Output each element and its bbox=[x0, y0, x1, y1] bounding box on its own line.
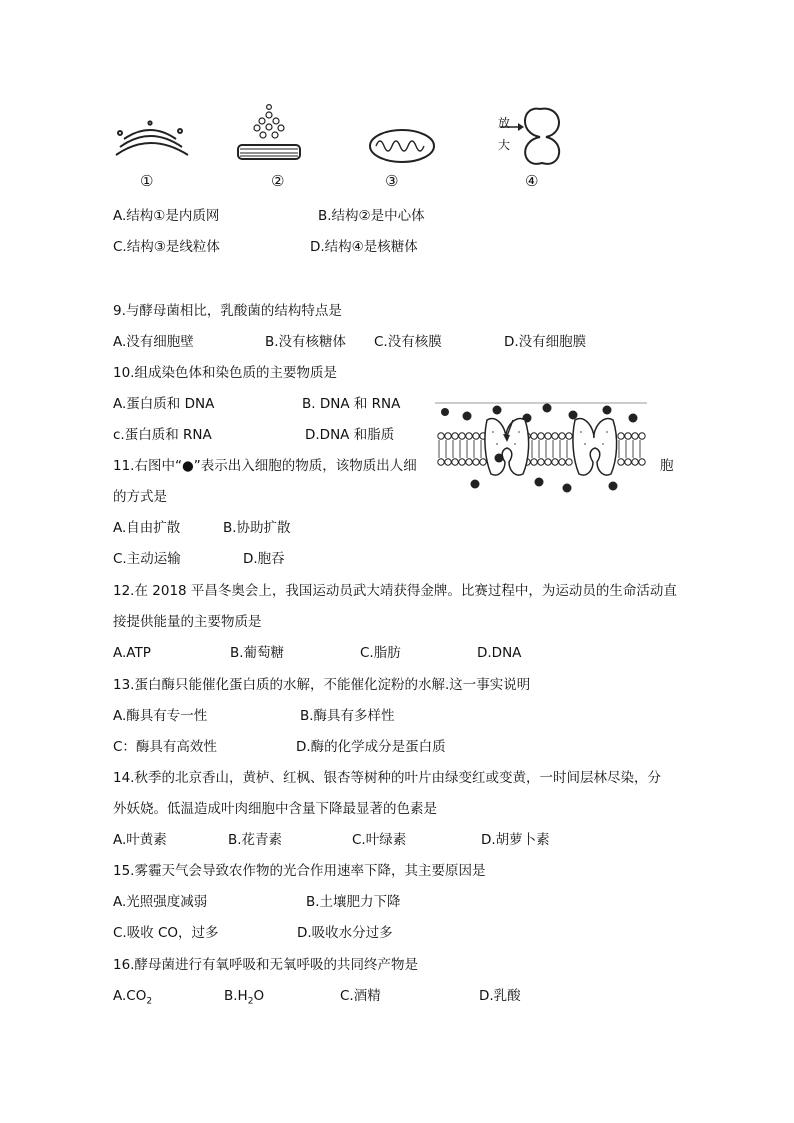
structure-3-drawing bbox=[370, 130, 434, 162]
q12-option-b: B.葡萄糖 bbox=[230, 645, 285, 661]
q9-option-d: D.没有细胞膜 bbox=[504, 334, 587, 350]
q11-stem-part2: 胞 bbox=[660, 458, 674, 474]
q8-option-a: A.结构①是内质网 bbox=[113, 208, 220, 224]
q12-stem-line1: 12.在 2018 平昌冬奥会上，我国运动员武大靖获得金牌。比赛过程中，为运动员的生命活动直 bbox=[113, 583, 677, 599]
structure-2-drawing bbox=[238, 105, 300, 159]
q14-option-b: B.花青素 bbox=[228, 832, 283, 848]
q15-option-c: C.吸收 CO，过多 bbox=[113, 925, 219, 941]
q13-option-c: C：酶具有高效性 bbox=[113, 739, 217, 755]
q11-option-a: A.自由扩散 bbox=[113, 520, 181, 536]
q16-option-b-text: B.H bbox=[224, 988, 248, 1004]
q14-option-d: D.胡萝卜素 bbox=[481, 832, 550, 848]
q10-option-a: A.蛋白质和 DNA bbox=[113, 396, 215, 412]
q15-stem: 15.雾霾天气会导致农作物的光合作用速率下降，其主要原因是 bbox=[113, 863, 486, 879]
q13-option-a: A.酶具有专一性 bbox=[113, 708, 208, 724]
q16-option-b bbox=[224, 987, 264, 1005]
q9-option-b: B.没有核糖体 bbox=[265, 334, 347, 350]
q11-option-d: D.胞吞 bbox=[243, 551, 285, 567]
q16-option-a-subscript: 2 bbox=[146, 996, 153, 1007]
q16-option-a-text: A.CO bbox=[113, 988, 147, 1004]
q9-option-a: A.没有细胞壁 bbox=[113, 334, 194, 350]
q11-stem-part3: 的方式是 bbox=[113, 489, 167, 505]
q13-stem: 13.蛋白酶只能催化蛋白质的水解，不能催化淀粉的水解.这一事实说明 bbox=[113, 677, 531, 693]
q11-option-b: B.协助扩散 bbox=[223, 520, 291, 536]
q12-option-c: C.脂肪 bbox=[360, 645, 401, 661]
q8-option-b: B.结构②是中心体 bbox=[318, 208, 425, 224]
q8-option-c: C.结构③是线粒体 bbox=[113, 239, 220, 255]
q12-option-d: D.DNA bbox=[477, 645, 522, 661]
q15-option-a: A.光照强度减弱 bbox=[113, 894, 208, 910]
enlarge-text-1: 放 bbox=[498, 116, 511, 130]
q16-option-b-suffix: O bbox=[253, 988, 265, 1004]
q10-option-b: B. DNA 和 RNA bbox=[302, 396, 401, 412]
q12-option-a: A.ATP bbox=[113, 645, 151, 661]
structure-label-1: ① bbox=[140, 172, 154, 190]
membrane-transport-figure bbox=[435, 398, 650, 496]
q10-option-d: D.DNA 和脂质 bbox=[305, 427, 395, 443]
q12-stem-line2: 接提供能量的主要物质是 bbox=[113, 614, 262, 630]
q10-option-c: c.蛋白质和 RNA bbox=[113, 427, 212, 443]
structure-label-2: ② bbox=[271, 172, 285, 190]
q15-option-b: B.土壤肥力下降 bbox=[306, 894, 401, 910]
q9-stem: 9.与酵母菌相比，乳酸菌的结构特点是 bbox=[113, 303, 342, 319]
q11-option-c: C.主动运输 bbox=[113, 551, 181, 567]
q14-stem-line1: 14.秋季的北京香山，黄栌、红枫、银杏等树种的叶片由绿变红或变黄，一时间层林尽染，分 bbox=[113, 770, 661, 786]
q16-stem: 16.酵母菌进行有氧呼吸和无氧呼吸的共同终产物是 bbox=[113, 957, 418, 973]
q13-option-d: D.酶的化学成分是蛋白质 bbox=[296, 739, 446, 755]
q16-option-c: C.酒精 bbox=[340, 988, 381, 1004]
carrier-proteins bbox=[485, 419, 617, 476]
enlarge-text-2: 大 bbox=[498, 138, 511, 152]
q11-stem-part1: 11.右图中“●”表示出入细胞的物质，该物质出人细 bbox=[113, 458, 417, 474]
q13-option-b: B.酶具有多样性 bbox=[300, 708, 395, 724]
q14-option-a: A.叶黄素 bbox=[113, 832, 167, 848]
q15-option-d: D.吸收水分过多 bbox=[297, 925, 393, 941]
q14-stem-line2: 外妖娆。低温造成叶肉细胞中含量下降最显著的色素是 bbox=[113, 801, 437, 817]
structure-1-drawing bbox=[116, 121, 188, 155]
structure-label-4: ④ bbox=[525, 172, 539, 190]
q16-option-b-subscript: 2 bbox=[247, 996, 254, 1007]
q8-option-d: D.结构④是核糖体 bbox=[310, 239, 418, 255]
q16-option-d: D.乳酸 bbox=[479, 988, 521, 1004]
q16-option-a bbox=[113, 987, 152, 1005]
structure-label-3: ③ bbox=[385, 172, 399, 190]
q10-stem: 10.组成染色体和染色质的主要物质是 bbox=[113, 365, 337, 381]
q9-option-c: C.没有核膜 bbox=[374, 334, 442, 350]
q14-option-c: C.叶绿素 bbox=[352, 832, 407, 848]
